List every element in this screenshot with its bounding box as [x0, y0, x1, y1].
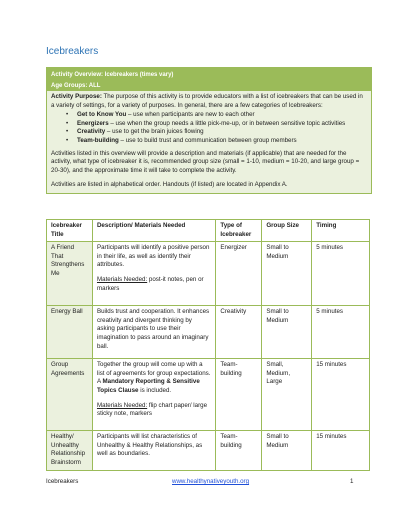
category-name: Team-building [77, 136, 119, 144]
description-text [97, 361, 211, 395]
size-cell: Small to Medium [262, 242, 312, 306]
type-cell: Energizer [216, 242, 262, 306]
category-name: Energizers [77, 119, 109, 127]
category-desc: – use to get the brain juices flowing [105, 128, 204, 136]
size-cell: Small to Medium [262, 431, 312, 470]
icebreaker-title: A Friend That Strengthens Me [47, 242, 93, 306]
description-text: Builds trust and cooperation. It enhances creativity and divergent thinking by asking participants to use their imagination to pass around an imaginary ball. [96, 308, 210, 350]
description-pre: Together the group will come up with a list of agreements for group expectations. A [96, 361, 211, 386]
list-item [77, 137, 367, 146]
timing-cell: 15 minutes [312, 359, 370, 431]
list-item [77, 111, 367, 120]
column-header: Timing [312, 220, 370, 242]
icebreaker-title: Energy Ball [47, 306, 93, 359]
type-cell: Team-building [216, 431, 262, 470]
icebreaker-title: Group Agreements [47, 359, 93, 431]
overview-body [47, 91, 371, 193]
category-desc: – use when the group needs a little pick-me-up, or in between sensitive topic activities [108, 119, 346, 127]
list-item [77, 128, 367, 137]
purpose-paragraph [51, 93, 367, 110]
icebreakers-table [46, 219, 370, 471]
size-cell: Small, Medium, Large [262, 359, 312, 431]
timing-cell: 5 minutes [312, 242, 370, 306]
description-text: Participants will list characteristics of Unhealthy & Healthy Relationships, as well as boundaries. [96, 433, 203, 458]
type-cell: Team-building [216, 359, 262, 431]
materials-text: post-it notes, pen or markers [96, 275, 204, 292]
list-item [77, 120, 367, 129]
description-text: Participants will identify a positive person in their life, as well as identify their attributes. [96, 244, 210, 269]
icebreaker-title: Healthy/ Unhealthy Relationship Brainstorm [47, 431, 93, 470]
category-desc: – use when participants are new to each other [126, 111, 255, 119]
column-header: Icebreaker Title [47, 220, 93, 242]
category-name: Get to Know You [77, 111, 127, 119]
age-groups: Age Groups: ALL [47, 82, 371, 91]
activity-overview-box [46, 67, 372, 194]
purpose-text: The purpose of this activity is to provide educators with a list of icebreakers that can be used in a variety of settings, for a variety of purposes. In general, there are a few categories of Icebreakers: [51, 93, 363, 109]
category-list [51, 111, 367, 145]
column-header: Type of Icebreaker [216, 220, 262, 242]
category-name: Creativity [77, 128, 106, 136]
timing-cell: 5 minutes [312, 306, 370, 359]
page-number: 1 [350, 478, 354, 485]
purpose-label: Activity Purpose: [51, 93, 102, 100]
materials-line [97, 276, 211, 293]
description-cell [92, 431, 215, 470]
timing-cell: 15 minutes [312, 431, 370, 470]
materials-line [97, 402, 211, 419]
table-row [47, 242, 370, 306]
column-header: Description/ Materials Needed [92, 220, 215, 242]
type-cell: Creativity [216, 306, 262, 359]
order-paragraph: Activities are listed in alphabetical order. Handouts (if listed) are located in Appendix A. [51, 181, 288, 189]
table-row [47, 359, 370, 431]
description-cell [92, 306, 215, 359]
materials-text: flip chart paper/ large sticky note, markers [96, 401, 208, 418]
footer-link[interactable]: www.healthynativeyouth.org [172, 478, 250, 485]
footer-title: Icebreakers [46, 478, 79, 485]
overview-header: Activity Overview: Icebreakers (times vary) [47, 68, 371, 82]
category-desc: – use to build trust and communication between group members [118, 136, 297, 144]
description-post: is included. [138, 386, 172, 394]
size-cell: Small to Medium [262, 306, 312, 359]
table-row [47, 306, 370, 359]
materials-paragraph: Activities listed in this overview will provide a description and materials (if applicable) that are needed for the activity, what type of icebreaker it is, recommended group size (small = 1-10, medium = 10-20, and large group = 20-30), and the approximate time it will take to complete the activity. [51, 149, 360, 174]
description-cell [92, 242, 215, 306]
column-header: Group Size [262, 220, 312, 242]
page-title: Icebreakers [46, 46, 99, 57]
description-cell [92, 359, 215, 431]
clause-name: Mandatory Reporting & Sensitive Topics Clause [96, 378, 200, 394]
materials-label: Materials Needed: [96, 401, 148, 409]
materials-label: Materials Needed: [96, 275, 148, 283]
table-row [47, 431, 370, 470]
table-header-row [47, 220, 370, 242]
